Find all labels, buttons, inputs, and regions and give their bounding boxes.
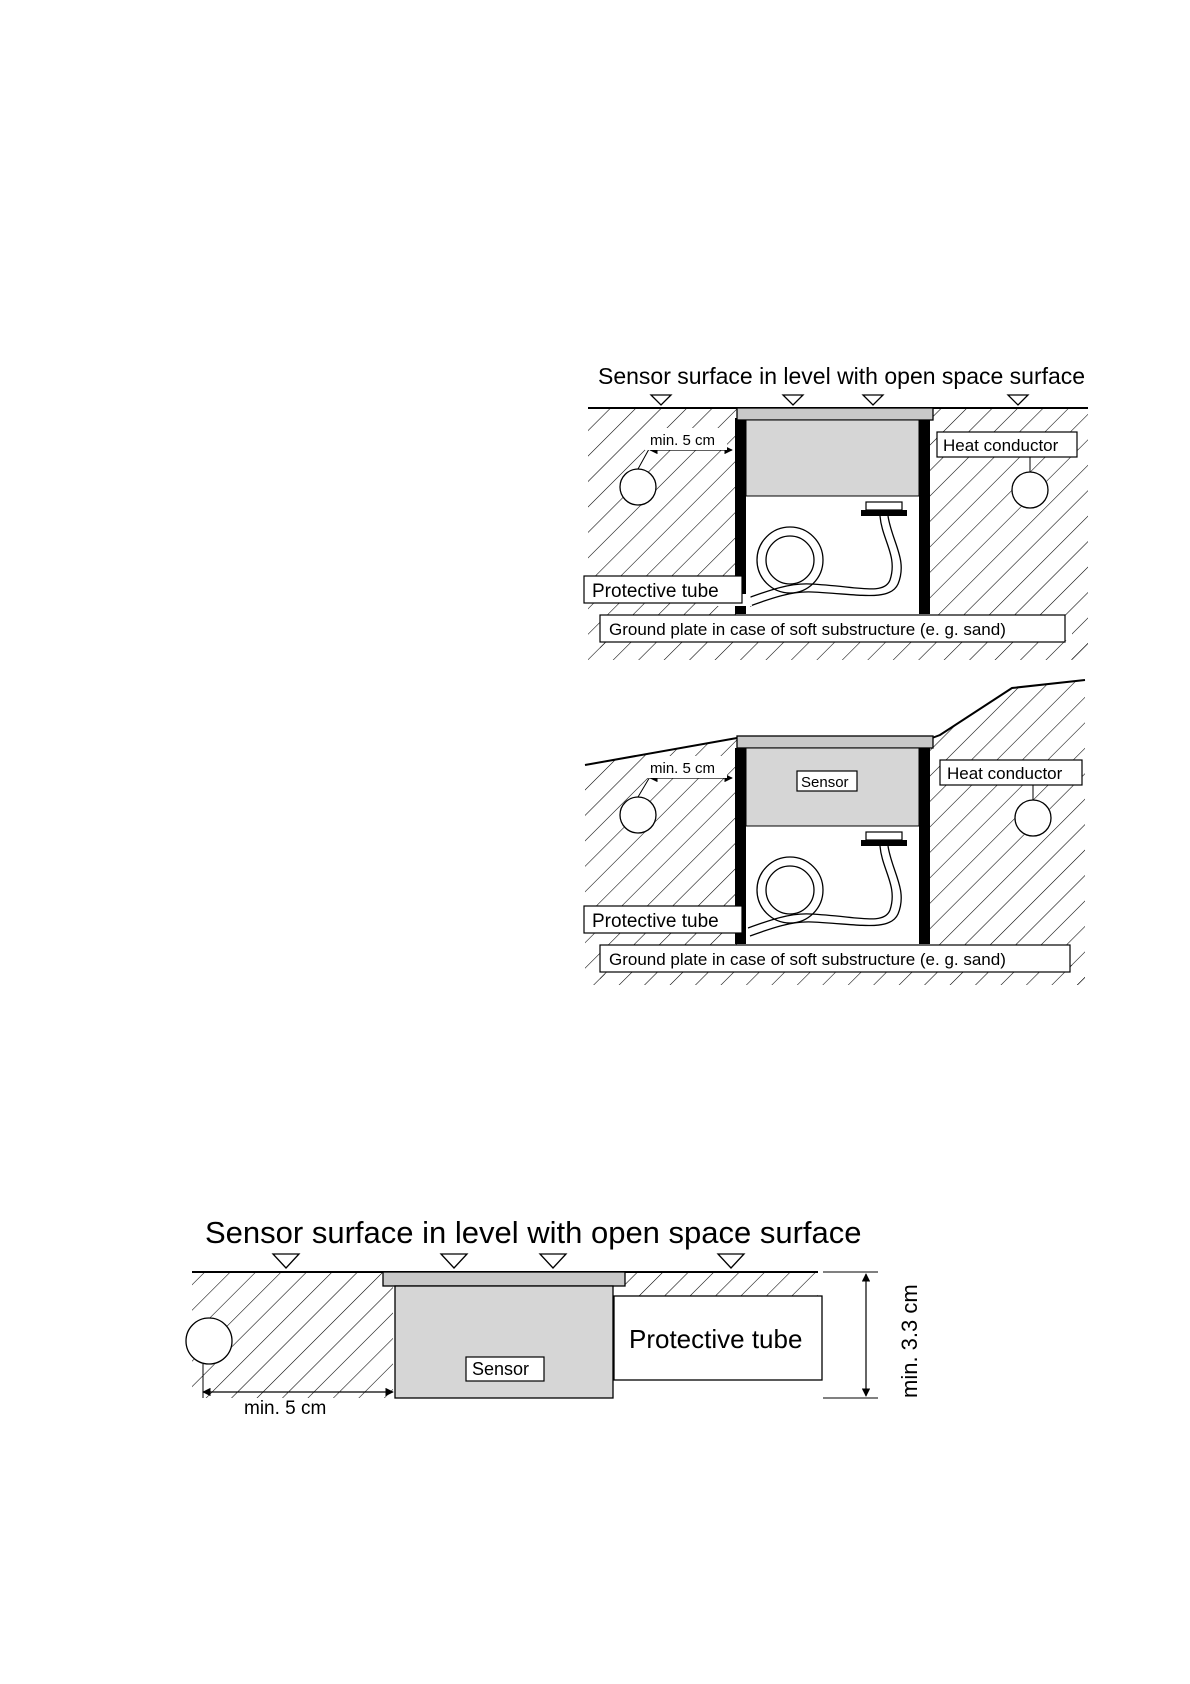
cable-gland-slope bbox=[866, 832, 902, 840]
heat-conductor-shallow bbox=[186, 1318, 232, 1364]
heat-conductor-label: Heat conductor bbox=[943, 436, 1059, 455]
cable-gland-base-slope bbox=[861, 840, 907, 846]
heat-conductor-left-slope bbox=[620, 797, 656, 833]
diagram-slope-installation bbox=[584, 680, 1085, 985]
diagram-shallow-title: Sensor surface in level with open space surface bbox=[205, 1215, 862, 1250]
sensor-label-shallow: Sensor bbox=[472, 1359, 530, 1379]
protective-tube-label: Protective tube bbox=[592, 581, 719, 602]
heat-conductor-right bbox=[1012, 472, 1048, 508]
ground-plate-label-slope: Ground plate in case of soft substructure (e. g. sand) bbox=[609, 950, 1006, 969]
sensor-lid-shallow bbox=[383, 1272, 625, 1286]
diagram-flat-title: Sensor surface in level with open space surface bbox=[598, 363, 1086, 389]
cable-gland bbox=[866, 502, 902, 510]
ground-plate-label: Ground plate in case of soft substructure (e. g. sand) bbox=[609, 620, 1006, 639]
pit-wall-right bbox=[919, 418, 930, 614]
level-marker-triangles bbox=[651, 395, 1028, 405]
sensor-label-slope: Sensor bbox=[801, 774, 849, 791]
sensor-body bbox=[746, 420, 919, 496]
level-marker-triangles-shallow bbox=[273, 1254, 744, 1268]
soil-hatch-bottom bbox=[600, 640, 1088, 660]
cable-gland-base bbox=[861, 510, 907, 516]
depth-label: min. 3.3 cm bbox=[897, 1284, 922, 1398]
distance-label-shallow: min. 5 cm bbox=[244, 1398, 327, 1419]
protective-tube-label-shallow: Protective tube bbox=[629, 1324, 803, 1354]
pit-wall-right-slope bbox=[919, 748, 930, 944]
heat-conductor-right-slope bbox=[1015, 800, 1051, 836]
diagram-flat-installation bbox=[584, 363, 1088, 660]
sensor-lid-slope bbox=[737, 736, 933, 748]
distance-label: min. 5 cm bbox=[650, 432, 716, 449]
soil-hatch-right-shallow bbox=[625, 1272, 818, 1296]
heat-conductor-left bbox=[620, 469, 656, 505]
diagram-shallow-installation bbox=[186, 1215, 922, 1419]
protective-tube-label-slope: Protective tube bbox=[592, 911, 719, 932]
distance-label-slope: min. 5 cm bbox=[650, 760, 716, 777]
sensor-lid bbox=[737, 408, 933, 420]
heat-conductor-label-slope: Heat conductor bbox=[947, 764, 1063, 783]
